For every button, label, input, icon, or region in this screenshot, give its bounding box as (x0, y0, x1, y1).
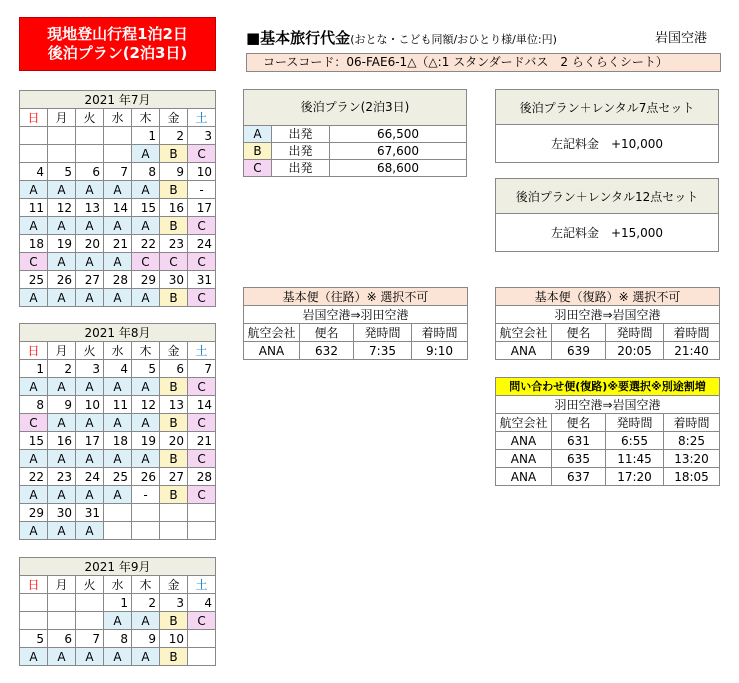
calendar-price-code: C (188, 612, 216, 630)
calendar-price-code: A (104, 289, 132, 307)
calendar-date: 6 (48, 630, 76, 648)
calendar-price-code (76, 145, 104, 163)
rental12-value: 左記料金 +15,000 (496, 214, 719, 252)
calendar-date (104, 127, 132, 145)
flight-table (495, 377, 720, 486)
calendar-price-code: A (48, 414, 76, 432)
calendar-date: 3 (188, 127, 216, 145)
calendar-price-code: A (20, 648, 48, 666)
calendar-date (160, 504, 188, 522)
calendar-price-code: C (20, 414, 48, 432)
calendar-date: 16 (48, 432, 76, 450)
flight-cell: 21:40 (664, 342, 720, 360)
calendar-grid (19, 557, 216, 666)
calendar-price-code: A (132, 450, 160, 468)
calendar-title: 2021 年7月 (20, 91, 216, 109)
flight-cell: 11:45 (606, 450, 664, 468)
calendar-date: 10 (188, 163, 216, 181)
calendar-price-code (188, 648, 216, 666)
calendar-date (132, 504, 160, 522)
flight-cell: ANA (496, 468, 552, 486)
calendar-date: 3 (76, 360, 104, 378)
calendar-price-code: A (104, 450, 132, 468)
calendar-date: 23 (160, 235, 188, 253)
calendar-price-code: A (76, 648, 104, 666)
calendar-price-code: B (160, 486, 188, 504)
calendar-date: 25 (20, 271, 48, 289)
calendar-date (20, 594, 48, 612)
flight-cell: 9:10 (412, 342, 468, 360)
calendar-date: 28 (188, 468, 216, 486)
calendar-price-code: A (76, 289, 104, 307)
calendar-date: 30 (160, 271, 188, 289)
calendar-price-code: A (104, 648, 132, 666)
flight-column-header: 着時間 (412, 324, 468, 342)
calendar-price-code: A (132, 414, 160, 432)
plan-code-b: B (244, 143, 272, 160)
flight-route: 岩国空港⇒羽田空港 (244, 306, 468, 324)
tour-title-box (19, 17, 216, 71)
plan-price-c: 68,600 (330, 160, 467, 177)
calendar-price-code: C (188, 145, 216, 163)
calendar-date: 2 (132, 594, 160, 612)
calendar-price-code: A (76, 253, 104, 271)
calendar-date: 7 (188, 360, 216, 378)
flight-row (496, 432, 720, 450)
plan-code-a: A (244, 126, 272, 143)
calendar-price-code: A (132, 648, 160, 666)
flight-cell: 639 (552, 342, 606, 360)
calendar-price-code: B (160, 181, 188, 199)
calendar-date: 21 (188, 432, 216, 450)
calendar-date: 18 (20, 235, 48, 253)
calendar-price-code: C (20, 253, 48, 271)
calendar-price-code (48, 612, 76, 630)
tour-title-line1: 現地登山行程1泊2日 (47, 25, 188, 43)
calendar-date (48, 127, 76, 145)
calendar-date: 24 (76, 468, 104, 486)
calendar-date: 15 (132, 199, 160, 217)
weekday-header: 日 (20, 342, 48, 360)
flight-cell: ANA (496, 342, 552, 360)
calendar-date: 31 (76, 504, 104, 522)
flight-column-header: 便名 (552, 414, 606, 432)
flight-column-header: 着時間 (664, 324, 720, 342)
calendar-date (104, 504, 132, 522)
calendar-price-code: A (20, 450, 48, 468)
flight-cell: 8:25 (664, 432, 720, 450)
calendar-date: 6 (76, 163, 104, 181)
flight-table-title: 基本便（往路）※ 選択不可 (244, 288, 468, 306)
flight-cell: 635 (552, 450, 606, 468)
flight-row (244, 342, 468, 360)
calendar-price-code: B (160, 450, 188, 468)
plan-title: 後泊プラン(2泊3日) (244, 90, 467, 126)
calendar-date: 17 (188, 199, 216, 217)
flight-column-header: 便名 (552, 324, 606, 342)
flight-cell: 637 (552, 468, 606, 486)
calendar-date: 6 (160, 360, 188, 378)
calendar-date: 26 (48, 271, 76, 289)
calendar-price-code: C (160, 253, 188, 271)
calendar-price-code: C (188, 253, 216, 271)
calendar-date: 9 (160, 163, 188, 181)
calendar-date: 12 (48, 199, 76, 217)
calendar-date (76, 127, 104, 145)
weekday-header: 月 (48, 109, 76, 127)
calendar-grid (19, 323, 216, 540)
calendar-price-code: A (20, 289, 48, 307)
calendar-price-code: B (160, 378, 188, 396)
price-heading-main: ■基本旅行代金 (246, 29, 351, 47)
calendar-price-code: A (48, 486, 76, 504)
calendar-price-code: A (48, 648, 76, 666)
flight-column-header: 発時間 (606, 414, 664, 432)
calendar-price-code (20, 612, 48, 630)
calendar-price-code: C (188, 289, 216, 307)
weekday-header: 月 (48, 342, 76, 360)
flight-cell: 631 (552, 432, 606, 450)
flight-column-header: 発時間 (354, 324, 412, 342)
calendar-date: 21 (104, 235, 132, 253)
weekday-header: 土 (188, 342, 216, 360)
calendar-date: 9 (48, 396, 76, 414)
calendar-price-code: C (188, 217, 216, 235)
flight-cell: 17:20 (606, 468, 664, 486)
calendar-price-code: A (76, 378, 104, 396)
calendar-price-code: C (188, 450, 216, 468)
calendar-date: 1 (20, 360, 48, 378)
calendar-price-code: C (132, 253, 160, 271)
calendar-grid (19, 90, 216, 307)
calendar-date: 1 (132, 127, 160, 145)
calendar-date: 12 (132, 396, 160, 414)
flight-row (496, 342, 720, 360)
calendar-price-code: A (76, 217, 104, 235)
calendar-price-code: A (132, 217, 160, 235)
calendar-date: 19 (132, 432, 160, 450)
calendar-date: 27 (160, 468, 188, 486)
calendar-date: 8 (20, 396, 48, 414)
calendar-date: 2 (160, 127, 188, 145)
flight-row (496, 450, 720, 468)
flight-cell: ANA (496, 432, 552, 450)
flight-cell: 7:35 (354, 342, 412, 360)
weekday-header: 水 (104, 109, 132, 127)
weekday-header: 木 (132, 576, 160, 594)
calendar-price-code: A (104, 181, 132, 199)
calendar-date: 17 (76, 432, 104, 450)
calendar-price-code: A (104, 253, 132, 271)
calendar-date: 31 (188, 271, 216, 289)
calendar-date: 2 (48, 360, 76, 378)
weekday-header: 火 (76, 576, 104, 594)
flight-column-header: 航空会社 (496, 324, 552, 342)
calendar-date: 13 (76, 199, 104, 217)
calendar-date: 11 (104, 396, 132, 414)
calendar-price-code: A (132, 289, 160, 307)
calendar-price-code: A (104, 486, 132, 504)
calendar-price-code: A (20, 486, 48, 504)
flight-route: 羽田空港⇒岩国空港 (496, 396, 720, 414)
calendar-price-code: A (20, 522, 48, 540)
calendar-date: 1 (104, 594, 132, 612)
departure-airport: 岩国空港 (655, 31, 708, 46)
flight-column-header: 航空会社 (496, 414, 552, 432)
calendar-date: 26 (132, 468, 160, 486)
flight-outbound-table (243, 287, 468, 360)
tour-title-line2: 後泊プラン(2泊3日) (47, 44, 188, 62)
calendar-price-code: A (132, 145, 160, 163)
plan-label-a: 出発 (272, 126, 330, 143)
calendar-date: 29 (20, 504, 48, 522)
calendar-price-code: A (132, 612, 160, 630)
calendar-price-code: A (104, 378, 132, 396)
rental7-box (495, 89, 719, 163)
flight-column-header: 航空会社 (244, 324, 300, 342)
calendar-price-code: A (48, 253, 76, 271)
calendar-date: 8 (132, 163, 160, 181)
price-heading-sub: (おとな・こども同額/おひとり様/単位:円) (350, 33, 557, 46)
calendar-price-code (160, 522, 188, 540)
flight-cell: ANA (244, 342, 300, 360)
weekday-header: 木 (132, 342, 160, 360)
calendar-price-code: A (76, 486, 104, 504)
calendar-price-code: A (48, 522, 76, 540)
calendar-date (188, 630, 216, 648)
calendar-date: 22 (132, 235, 160, 253)
calendar-price-code: A (104, 612, 132, 630)
flight-inquiry-table (495, 377, 720, 486)
weekday-header: 木 (132, 109, 160, 127)
calendar-date: 19 (48, 235, 76, 253)
plan-code-c: C (244, 160, 272, 177)
flight-table-title: 基本便（復路）※ 選択不可 (496, 288, 720, 306)
weekday-header: 金 (160, 109, 188, 127)
flight-cell: 6:55 (606, 432, 664, 450)
calendar-date: 15 (20, 432, 48, 450)
calendar-price-code: A (104, 414, 132, 432)
calendar-price-code: B (160, 612, 188, 630)
calendar-date: 30 (48, 504, 76, 522)
calendar-price-code: - (188, 181, 216, 199)
calendar-price-code: A (48, 289, 76, 307)
plan-label-b: 出発 (272, 143, 330, 160)
weekday-header: 水 (104, 342, 132, 360)
flight-table-title: 問い合わせ便(復路)※要選択※別途割増 (496, 378, 720, 396)
calendar-price-code (104, 522, 132, 540)
plan-price-b: 67,600 (330, 143, 467, 160)
calendar-date: 20 (160, 432, 188, 450)
weekday-header: 土 (188, 109, 216, 127)
calendar-title: 2021 年9月 (20, 558, 216, 576)
calendar-price-code: A (76, 181, 104, 199)
calendar-price-code: B (160, 414, 188, 432)
calendar-price-code (132, 522, 160, 540)
calendar-date: 7 (76, 630, 104, 648)
calendar-price-code (188, 522, 216, 540)
calendar-date: 27 (76, 271, 104, 289)
calendar-price-code: A (76, 450, 104, 468)
weekday-header: 金 (160, 342, 188, 360)
course-code: コースコード：06-FAE6-1△（△:1 スタンダードバス 2 らくらくシート） (246, 53, 721, 72)
flight-column-header: 着時間 (664, 414, 720, 432)
calendar-price-code: - (132, 486, 160, 504)
calendar-date (20, 127, 48, 145)
weekday-header: 火 (76, 342, 104, 360)
calendar-date (188, 504, 216, 522)
plan-price-a: 66,500 (330, 126, 467, 143)
calendar-price-code: C (188, 378, 216, 396)
calendar-date: 29 (132, 271, 160, 289)
calendar-august (19, 323, 216, 540)
calendar-price-code: C (188, 414, 216, 432)
weekday-header: 月 (48, 576, 76, 594)
flight-row (496, 468, 720, 486)
calendar-date: 4 (20, 163, 48, 181)
calendar-price-code: A (76, 522, 104, 540)
flight-route: 羽田空港⇒岩国空港 (496, 306, 720, 324)
flight-cell: 20:05 (606, 342, 664, 360)
calendar-date: 4 (188, 594, 216, 612)
flight-cell: ANA (496, 450, 552, 468)
calendar-date: 10 (76, 396, 104, 414)
flight-table (495, 287, 720, 360)
rental7-value: 左記料金 +10,000 (496, 125, 719, 163)
weekday-header: 火 (76, 109, 104, 127)
weekday-header: 土 (188, 576, 216, 594)
calendar-price-code (48, 145, 76, 163)
plan-price-table (243, 89, 467, 177)
calendar-price-code: B (160, 145, 188, 163)
calendar-price-code: A (20, 217, 48, 235)
calendar-date (76, 594, 104, 612)
calendar-date: 20 (76, 235, 104, 253)
price-heading (246, 27, 557, 48)
calendar-price-code: A (76, 414, 104, 432)
calendar-date: 5 (48, 163, 76, 181)
calendar-date: 22 (20, 468, 48, 486)
rental12-title: 後泊プラン＋レンタル12点セット (496, 179, 719, 214)
calendar-date (48, 594, 76, 612)
calendar-price-code: A (104, 217, 132, 235)
calendar-date: 14 (104, 199, 132, 217)
calendar-date: 28 (104, 271, 132, 289)
calendar-price-code: A (20, 181, 48, 199)
calendar-date: 18 (104, 432, 132, 450)
calendar-date: 7 (104, 163, 132, 181)
calendar-date: 25 (104, 468, 132, 486)
calendar-price-code: A (48, 181, 76, 199)
calendar-price-code: C (188, 486, 216, 504)
flight-cell: 632 (300, 342, 354, 360)
calendar-price-code: A (132, 181, 160, 199)
flight-table (243, 287, 468, 360)
calendar-price-code: B (160, 217, 188, 235)
calendar-september (19, 557, 216, 666)
calendar-july (19, 90, 216, 307)
calendar-price-code: B (160, 289, 188, 307)
calendar-price-code: A (20, 378, 48, 396)
calendar-price-code: B (160, 648, 188, 666)
weekday-header: 金 (160, 576, 188, 594)
calendar-title: 2021 年8月 (20, 324, 216, 342)
calendar-date: 11 (20, 199, 48, 217)
calendar-date: 23 (48, 468, 76, 486)
calendar-price-code: A (48, 217, 76, 235)
flight-column-header: 発時間 (606, 324, 664, 342)
calendar-date: 5 (20, 630, 48, 648)
calendar-date: 8 (104, 630, 132, 648)
calendar-date: 10 (160, 630, 188, 648)
calendar-price-code (20, 145, 48, 163)
plan-label-c: 出発 (272, 160, 330, 177)
flight-column-header: 便名 (300, 324, 354, 342)
weekday-header: 水 (104, 576, 132, 594)
flight-cell: 13:20 (664, 450, 720, 468)
calendar-date: 3 (160, 594, 188, 612)
calendar-date: 9 (132, 630, 160, 648)
calendar-date: 16 (160, 199, 188, 217)
calendar-price-code: A (132, 378, 160, 396)
calendar-price-code: A (48, 378, 76, 396)
weekday-header: 日 (20, 109, 48, 127)
rental12-box (495, 178, 719, 252)
weekday-header: 日 (20, 576, 48, 594)
calendar-price-code (104, 145, 132, 163)
calendar-date: 14 (188, 396, 216, 414)
rental7-title: 後泊プラン＋レンタル7点セット (496, 90, 719, 125)
flight-return-table (495, 287, 720, 360)
calendar-date: 4 (104, 360, 132, 378)
flight-cell: 18:05 (664, 468, 720, 486)
calendar-price-code: A (48, 450, 76, 468)
calendar-price-code (76, 612, 104, 630)
calendar-date: 24 (188, 235, 216, 253)
calendar-date: 13 (160, 396, 188, 414)
calendar-date: 5 (132, 360, 160, 378)
